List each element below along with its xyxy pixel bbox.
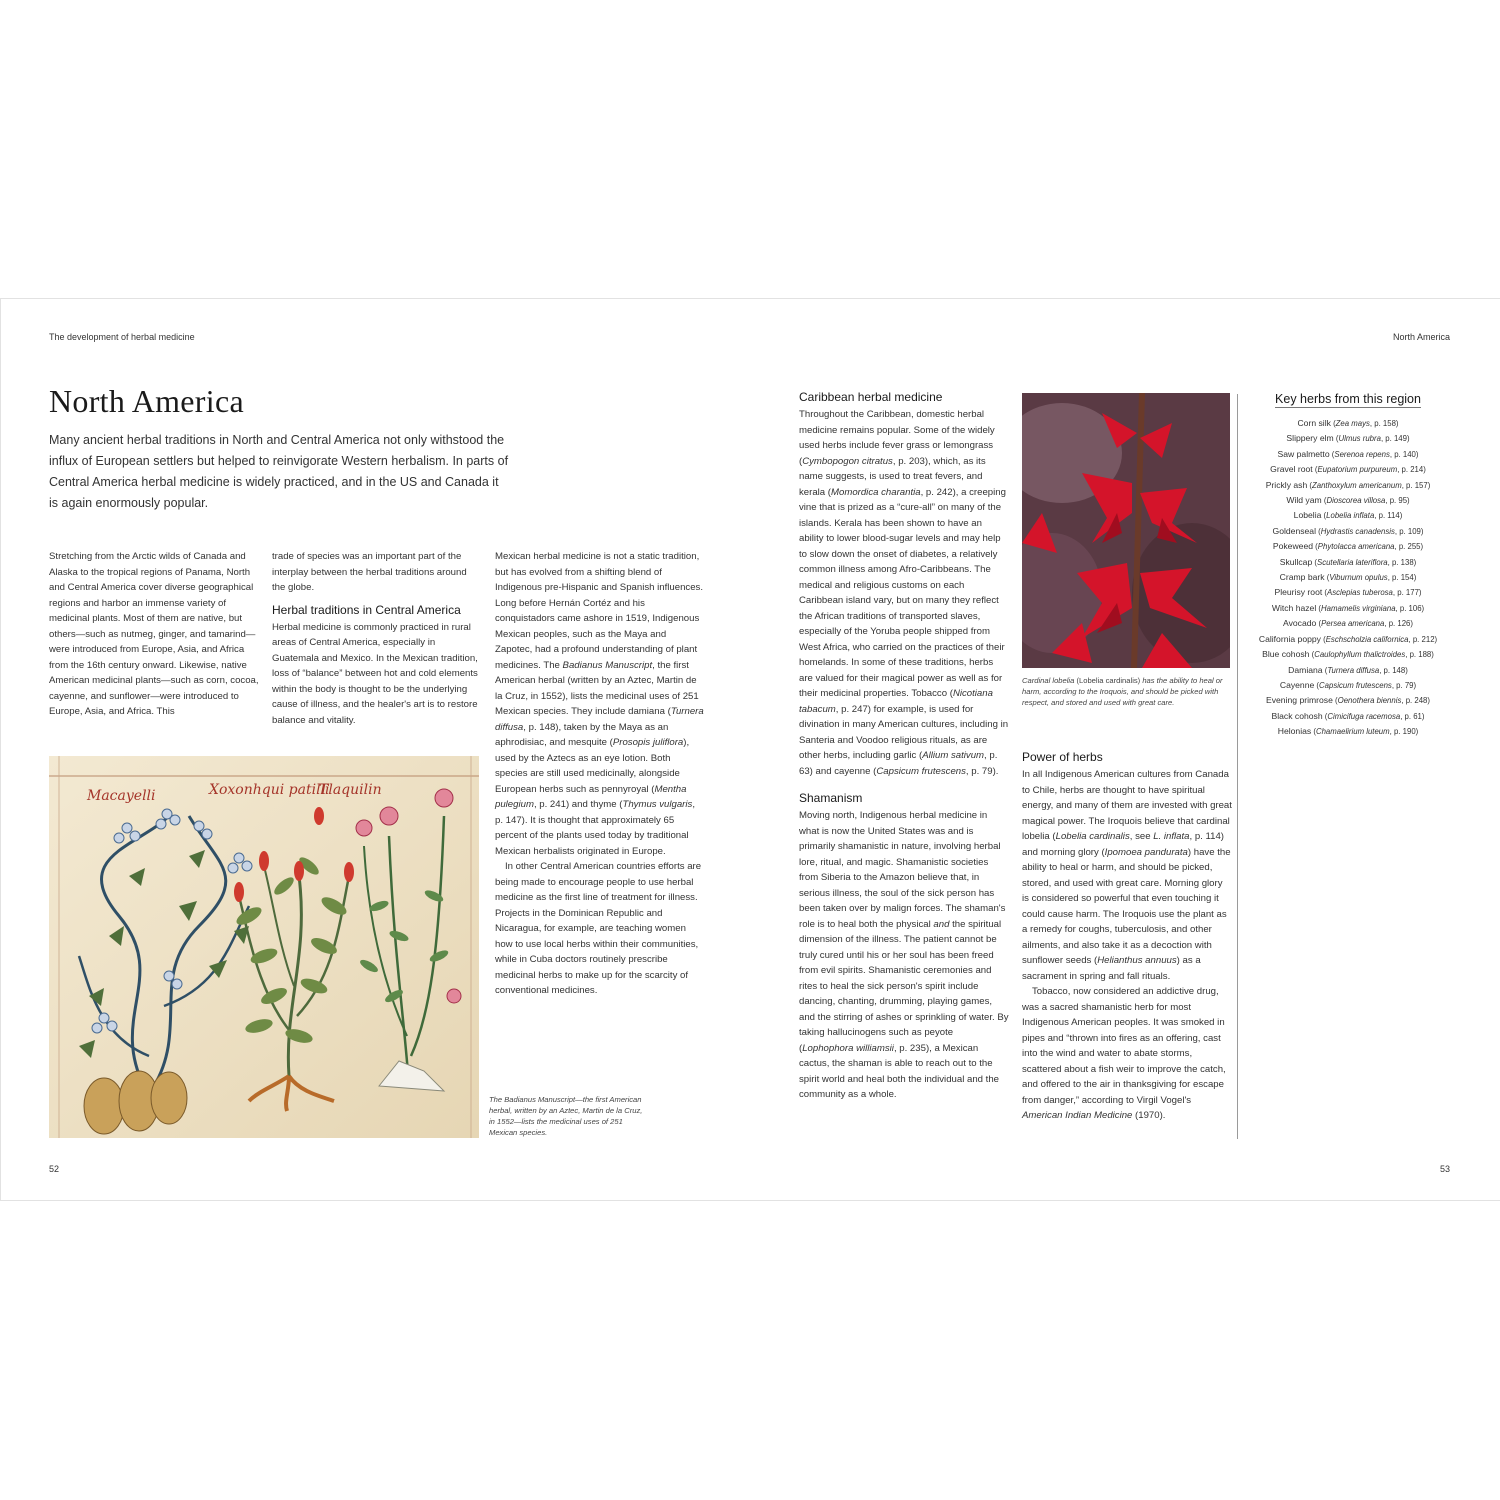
right-running-head: North America bbox=[1392, 332, 1450, 342]
key-herb-item: Pleurisy root (Asclepias tuberosa, p. 177) bbox=[1274, 587, 1422, 598]
key-herb-item: Gravel root (Eupatorium purpureum, p. 214) bbox=[1270, 464, 1426, 475]
column-divider bbox=[1237, 394, 1238, 1139]
key-herb-item: Saw palmetto (Serenoa repens, p. 140) bbox=[1277, 448, 1419, 459]
key-herb-item: Goldenseal (Hydrastis canadensis, p. 109) bbox=[1272, 525, 1424, 536]
manuscript-label-3: Tlaquilin bbox=[319, 782, 382, 798]
heading-central-america: Herbal traditions in Central America bbox=[272, 602, 461, 617]
heading-power-of-herbs: Power of herbs bbox=[1022, 750, 1103, 764]
col1-paragraph: Stretching from the Arctic wilds of Canada and Alaska to the tropical regions of Panama, North and Central America cover diverse geographical regions and harbor an immense variety of medicinal plants. Most of them are native, but others—such as nutmeg, ginger, and tamarind—were introduced from Europe, Asia, and Africa from the 16th century onward. Likewise, native American medicinal plants—such as corn, cocoa, cayenne, and sunflower—were introduced to Europe, Asia, and Africa. This bbox=[49, 551, 259, 717]
key-herbs-title: Key herbs from this region bbox=[1275, 392, 1421, 406]
col2-paragraph-2: Herbal medicine is commonly practiced in rural areas of Central America, especially in Guatemala and Mexico. In the Mexican tradition, loss of “balance” between hot and cold elements within the body is thought to be the underlying cause of illness, and the healer's art is to restore balance and vitality. bbox=[272, 621, 478, 726]
column-5 bbox=[1022, 749, 1232, 1124]
key-herb-item: Slippery elm (Ulmus rubra, p. 149) bbox=[1286, 433, 1410, 444]
cardinal-lobelia-photo bbox=[1022, 393, 1230, 668]
key-herbs-sidebar bbox=[1247, 390, 1449, 740]
key-herb-item: Skullcap (Scutellaria lateriflora, p. 138) bbox=[1279, 556, 1417, 567]
col3-paragraph-2: In other Central American countries efforts are being made to encourage people to use herbal medicine as the first line of treatment for illness. Projects in the Dominican Republic and Nicaragua, for example, are teaching women how to use local herbs within their communities, while in Cuba doctors routinely prescribe medicinal herbs to make up for the scarcity of conventional medicines. bbox=[495, 861, 702, 996]
key-herb-item: Cayenne (Capsicum frutescens, p. 79) bbox=[1279, 679, 1417, 690]
column-4 bbox=[799, 389, 1009, 1103]
key-herb-item: Cramp bark (Viburnum opulus, p. 154) bbox=[1279, 572, 1417, 583]
col4-paragraph-1: Throughout the Caribbean, domestic herbal medicine remains popular. Some of the widely used herbs include fever grass or lemongrass (Cymbopogon citratus, p. 203), which, as its name suggests, is used to treat fevers, and kerala (Momordica charantia, p. 242), a creeping vine that is prized as a “cure-all” on many of the islands. Kerala has been shown to have an ability to lower blood-sugar levels and may help to slow down the onset of diabetes, a relatively common illness among Afro-Caribbeans. The medical and religious customs on each Caribbean island vary, but on many they reflect the African traditions of transported slaves, especially of the Yoruba people shipped from West Africa, who carried on the practices of their homelands. In some of these traditions, herbs are valued for their magical power as well as for their medicinal properties. Tobacco (Nicotiana tabacum, p. 247) for example, is used for divination in many American cultures, including in Santeria and Voodoo religious rituals, as are other herbs, including garlic (Allium sativum, p. 63) and cayenne (Capsicum frutescens, p. 79). bbox=[799, 409, 1009, 777]
col5-paragraph-2: Tobacco, now considered an addictive drug, was a sacred shamanistic herb for most Indigenous American peoples. It was smoked in pipes and “thrown into fires as an offering, cast into the wind and water to abate storms, scattered about a fish weir to improve the catch, and offered to the air in thanksgiving for escape from danger,” according to Virgil Vogel's American Indian Medicine (1970). bbox=[1022, 986, 1226, 1121]
page-number-right: 53 bbox=[1439, 1164, 1450, 1174]
heading-caribbean: Caribbean herbal medicine bbox=[799, 390, 943, 404]
manuscript-label-2: Xoxonhqui patilli bbox=[209, 782, 330, 798]
col2-paragraph-1: trade of species was an important part of the interplay between the herbal traditions around the globe. bbox=[272, 551, 467, 593]
col3-paragraph-1: Mexican herbal medicine is not a static tradition, but has evolved from a shifting blend of Indigenous pre-Hispanic and Spanish influences. Long before Hernán Cortéz and his conquistadors came ashore in 1519, Indigenous Mexican peoples, such as the Maya and Zapotec, had a profound understanding of plant medicines. The Badianus Manuscript, the first American herbal (written by an Aztec, Martin de la Cruz, in 1552), lists the medicinal uses of 251 Mexican species. They include damiana (Turnera diffusa, p. 148), taken by the Maya as an aphrodisiac, and mesquite (Prosopis juliflora), used by the Aztecs as an eye lotion. Both species are still used medicinally, alongside European herbs such as pennyroyal (Mentha pulegium, p. 241) and thyme (Thymus vulgaris, p. 147). It is thought that approximately 65 percent of the plants used today by traditional Mexican herbalists originated in Europe. bbox=[495, 551, 704, 857]
intro-paragraph: Many ancient herbal traditions in North and Central America not only withstood the influx of European settlers but helped to reinvigorate Western herbalism. In parts of Central America herbal medicine is widely practiced, and in the US and Canada it is again enormously popular. bbox=[49, 433, 509, 510]
manuscript-label-1: Macayelli bbox=[87, 788, 156, 804]
key-herb-item: Corn silk (Zea mays, p. 158) bbox=[1297, 418, 1399, 428]
key-herb-item: Prickly ash (Zanthoxylum americanum, p. 157) bbox=[1265, 479, 1431, 490]
column-3 bbox=[495, 549, 705, 999]
key-herb-item: Pokeweed (Phytolacca americana, p. 255) bbox=[1272, 541, 1424, 552]
key-herb-item: Avocado (Persea americana, p. 126) bbox=[1283, 618, 1413, 629]
manuscript-caption: The Badianus Manuscript—the first American herbal, written by an Aztec, Martin de la Cruz, in 1552—lists the medicinal uses of 251 Mexican species. bbox=[489, 1095, 643, 1137]
manuscript-plants-drawing bbox=[49, 756, 479, 1138]
key-herb-item: Lobelia (Lobelia inflata, p. 114) bbox=[1293, 510, 1403, 521]
page-title: North America bbox=[49, 383, 244, 419]
key-herb-item: Black cohosh (Cimicifuga racemosa, p. 61) bbox=[1271, 710, 1425, 721]
badianus-manuscript-illustration bbox=[49, 756, 479, 1138]
key-herb-item: Damiana (Turnera diffusa, p. 148) bbox=[1288, 664, 1408, 675]
column-1 bbox=[49, 549, 259, 720]
key-herb-item: Helonias (Chamaelirium luteum, p. 190) bbox=[1277, 726, 1419, 737]
left-running-head: The development of herbal medicine bbox=[49, 332, 195, 342]
col4-paragraph-2: Moving north, Indigenous herbal medicine in what is now the United States was and is primarily shamanistic in nature, involving herbal lore, ritual, and magic. Shamanistic societies from Siberia to the Amazon believe that, in serious illness, the soul of the sick person has been taken over by malign forces. The shaman's role is to heal both the physical and the spiritual dimension of the illness. The patient cannot be truly cured until his or her soul has been freed from evil spirits. Shamanistic ceremonies and rites to heal the sick person's spirit include dancing, chanting, drumming, playing games, and the stirring of ashes or sprinkling of water. By taking hallucinogens such as peyote (Lophophora williamsii, p. 235), a Mexican cactus, the shaman is able to reach out to the spirit world and heal both the individual and the community as a whole. bbox=[799, 810, 1009, 1100]
heading-shamanism: Shamanism bbox=[799, 791, 863, 805]
lobelia-flower-drawing bbox=[1022, 393, 1230, 668]
key-herb-item: Witch hazel (Hamamelis virginiana, p. 106) bbox=[1271, 602, 1425, 613]
column-2 bbox=[272, 549, 482, 728]
key-herb-item: California poppy (Eschscholzia californica, p. 212) bbox=[1258, 633, 1438, 644]
lobelia-caption: Cardinal lobelia (Lobelia cardinalis) has the ability to heal or harm, according to the Iroquois, and should be picked with respect, and stored and used with great care. bbox=[1022, 676, 1223, 707]
key-herb-item: Wild yam (Dioscorea villosa, p. 95) bbox=[1286, 495, 1410, 506]
key-herb-item: Blue cohosh (Caulophyllum thalictroides, p. 188) bbox=[1262, 649, 1434, 660]
book-spread bbox=[0, 298, 1500, 1201]
key-herb-item: Evening primrose (Oenothera biennis, p. 248) bbox=[1266, 695, 1430, 706]
page-number-left: 52 bbox=[49, 1164, 60, 1174]
col5-paragraph-1: In all Indigenous American cultures from Canada to Chile, herbs are thought to have spiritual energy, and many of them are invested with great magical power. The Iroquois believe that cardinal lobelia (Lobelia cardinalis, see L. inflata, p. 114) and morning glory (Ipomoea pandurata) have the ability to heal or harm, and should be picked, stored, and used with great care. Morning glory is considered so powerful that even touching it could cause harm. The Iroquois use the plant as a remedy for coughs, tuberculosis, and other ailments, and also take it as a decoction with sunflower seeds (Helianthus annuus) as a sacrament in spring and fall rituals. bbox=[1022, 769, 1232, 982]
key-herbs-list bbox=[1247, 416, 1449, 740]
